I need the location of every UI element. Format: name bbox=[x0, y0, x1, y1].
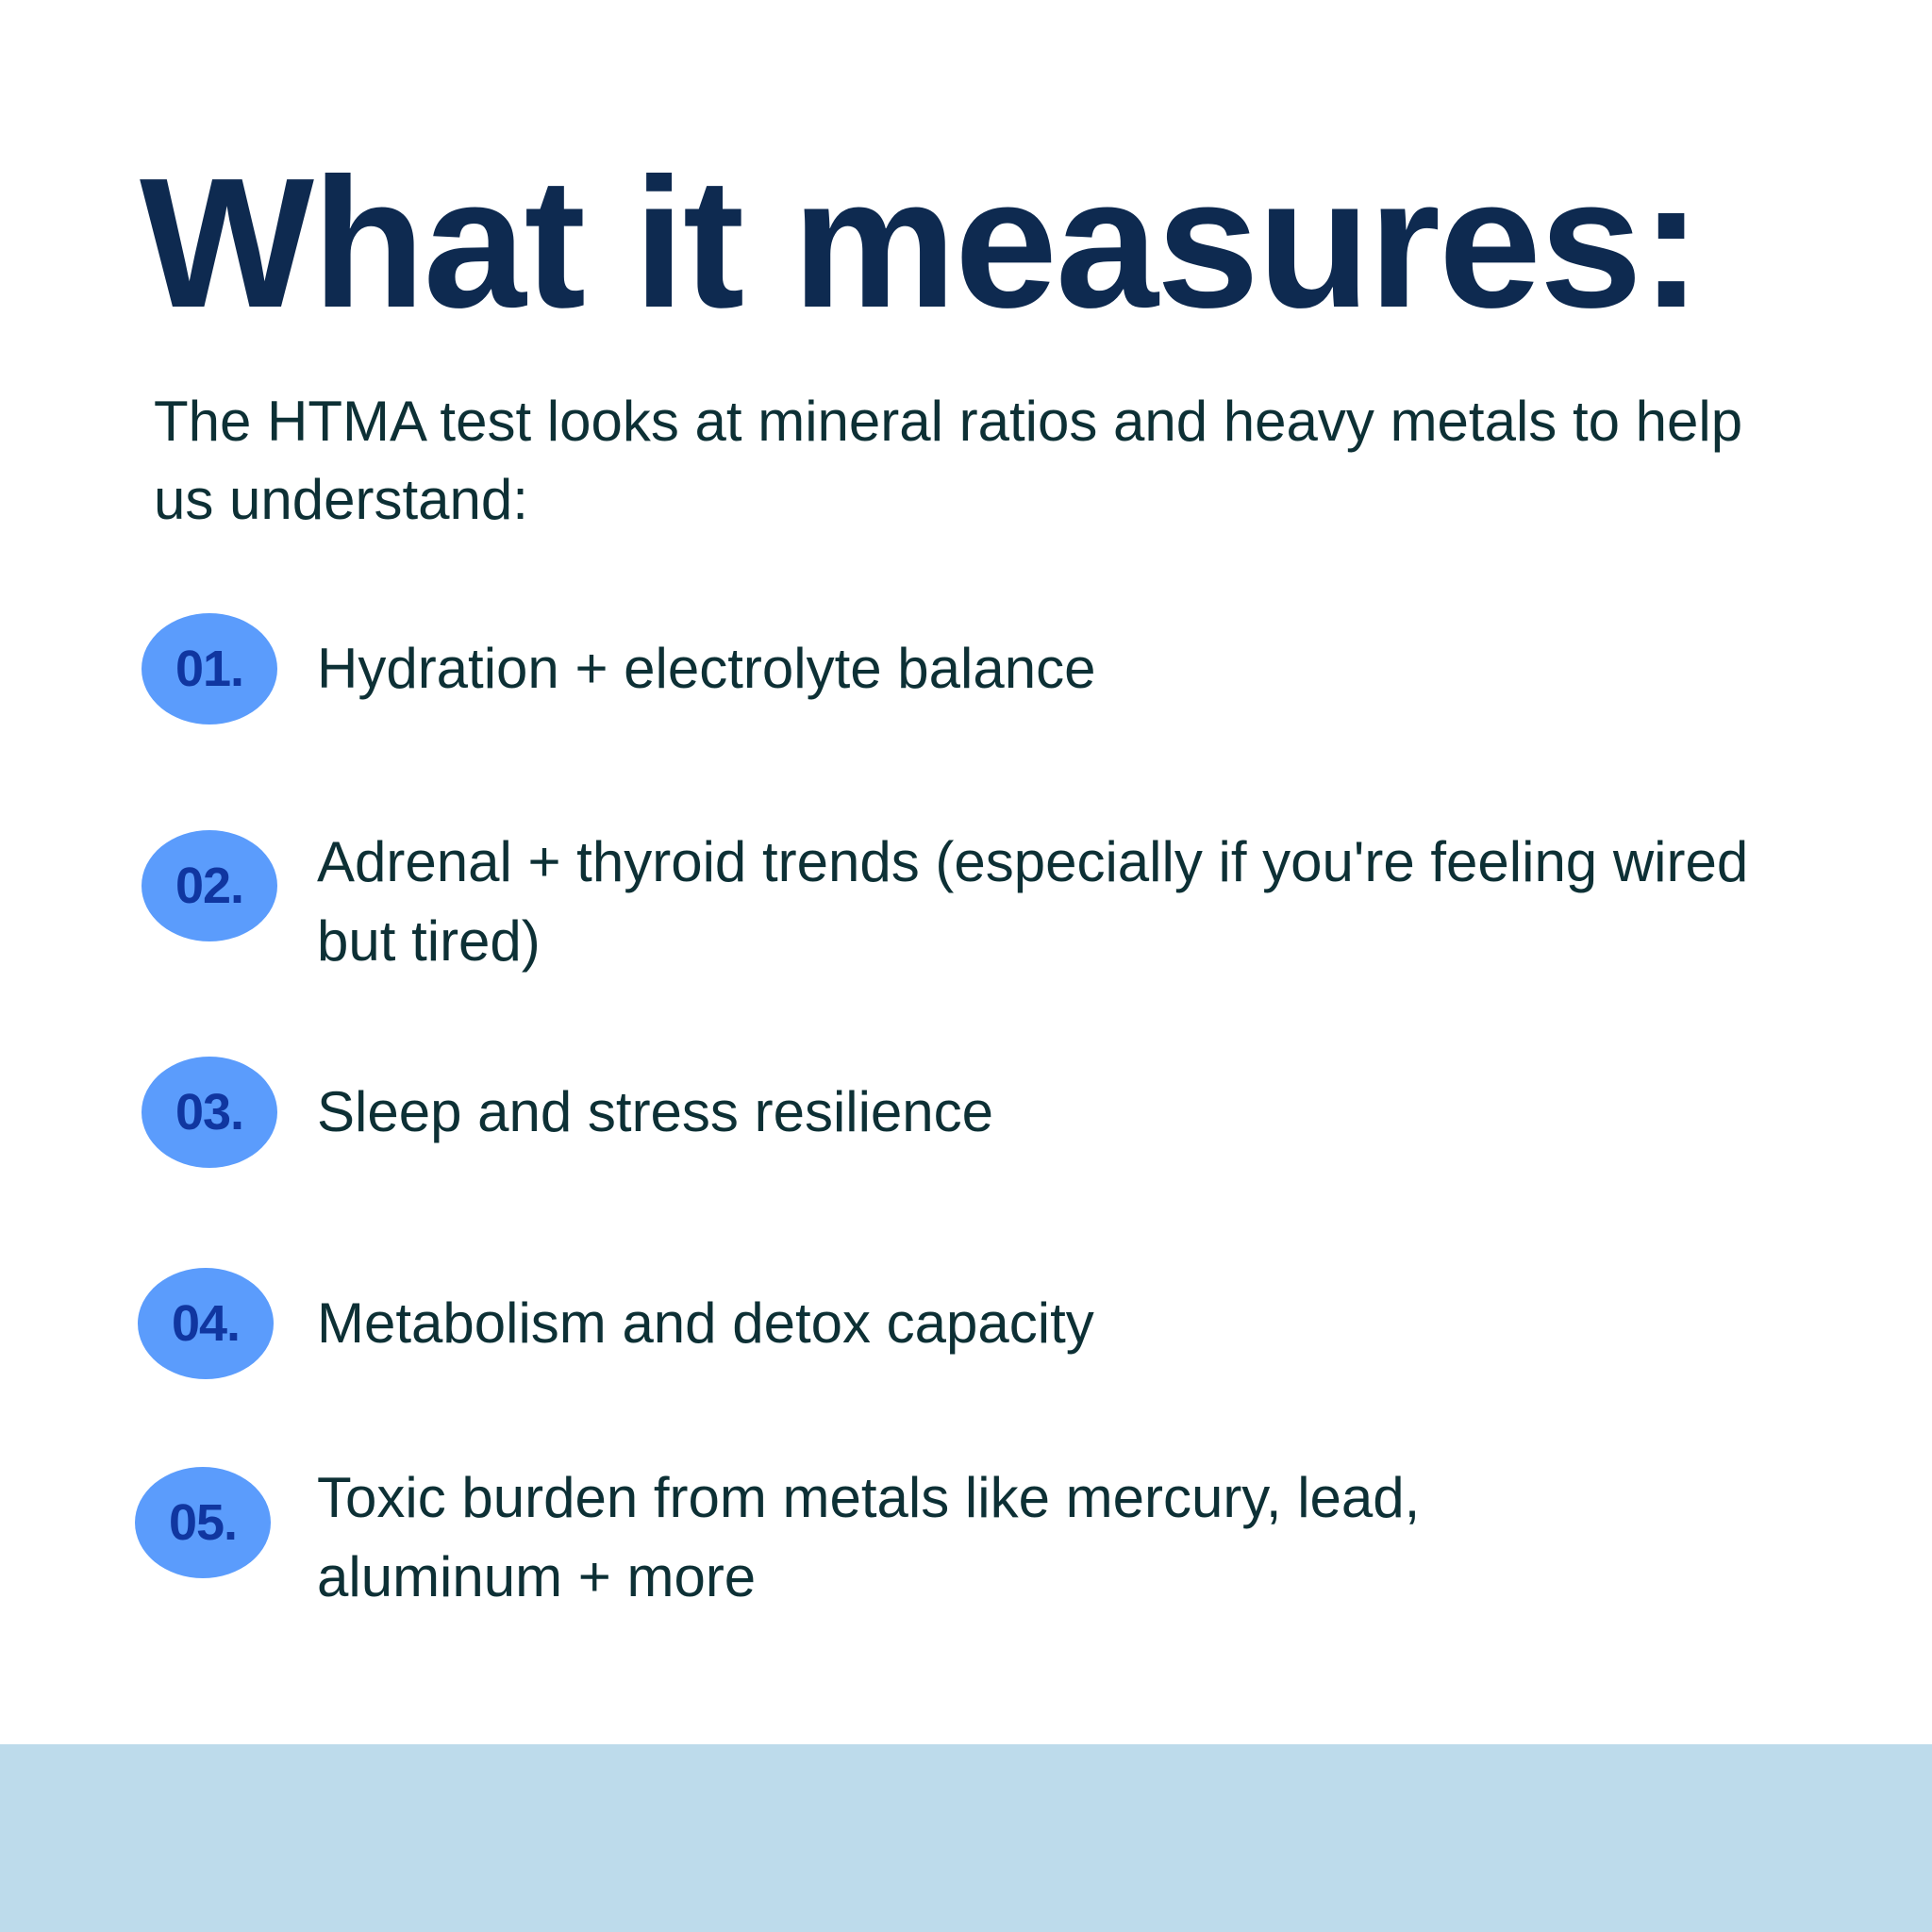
item-number-badge: 05. bbox=[135, 1467, 271, 1578]
list-item: Sleep and stress resilience bbox=[317, 1080, 994, 1143]
item-number-badge: 01. bbox=[142, 613, 277, 724]
item-number-badge: 02. bbox=[142, 830, 277, 941]
list-item: Toxic burden from metals like mercury, lead, aluminum + more bbox=[317, 1466, 1421, 1608]
item-number-badge: 04. bbox=[138, 1268, 274, 1379]
list-item: Hydration + electrolyte balance bbox=[317, 637, 1096, 700]
list-item: Adrenal + thyroid trends (especially if you're feeling wired but tired) bbox=[317, 830, 1749, 973]
item-number-badge: 03. bbox=[142, 1057, 277, 1168]
page-title: What it measures: bbox=[140, 140, 1701, 346]
list-item: Metabolism and detox capacity bbox=[317, 1291, 1094, 1355]
intro-text: The HTMA test looks at mineral ratios and heavy metals to help us understand: bbox=[154, 390, 1743, 531]
footer-band bbox=[0, 1744, 1932, 1932]
